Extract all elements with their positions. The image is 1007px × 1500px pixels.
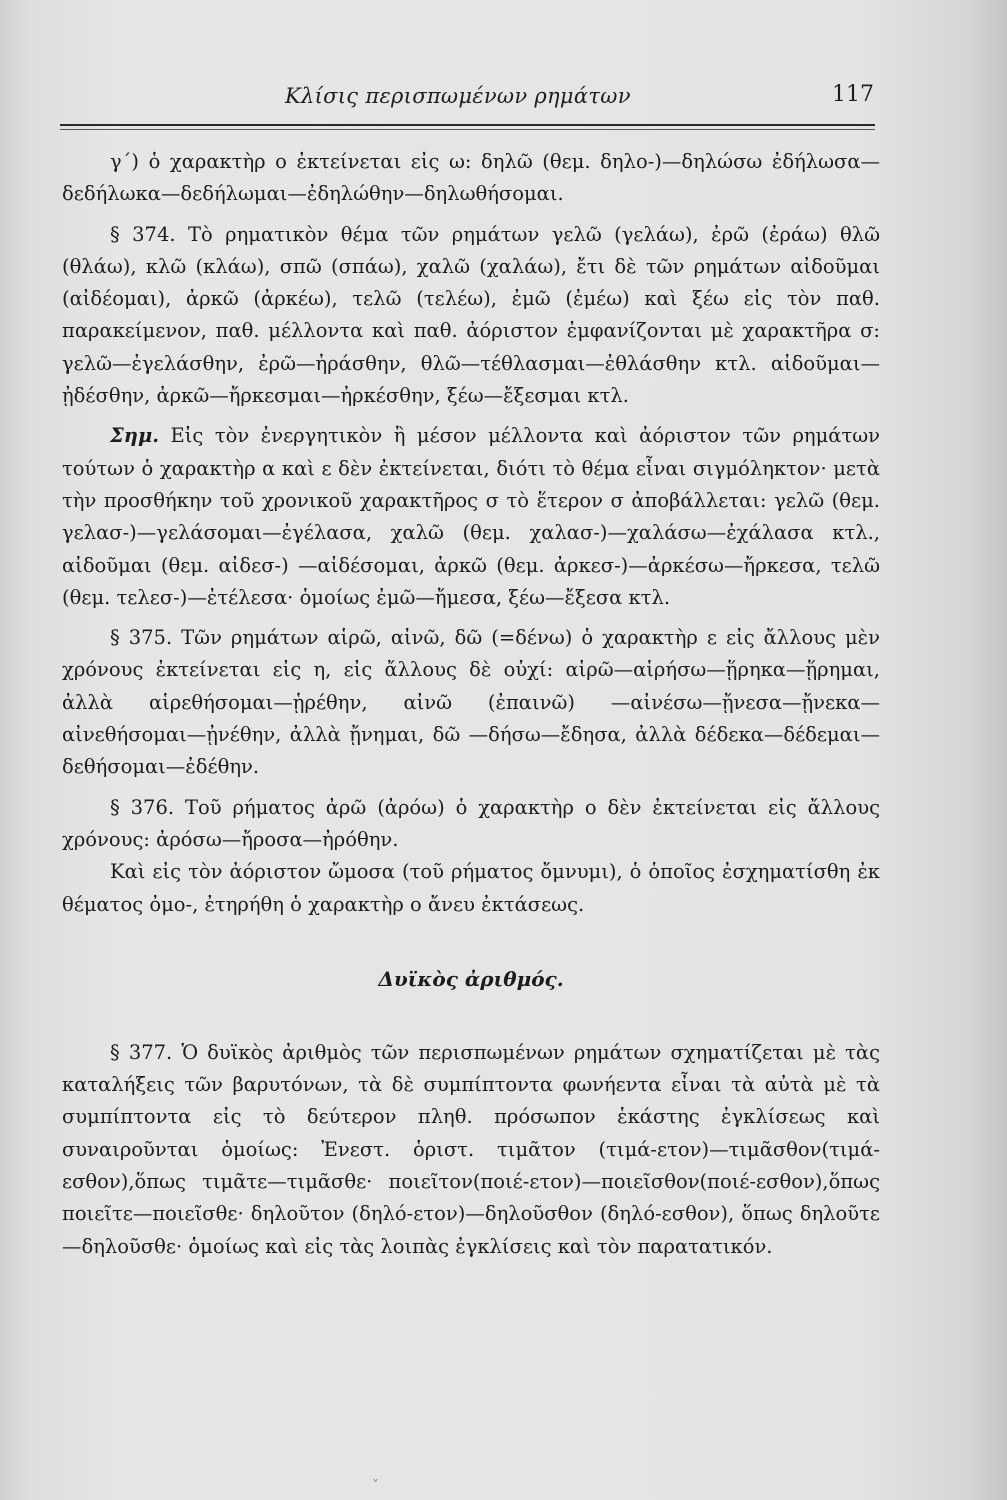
header-rule bbox=[60, 124, 875, 126]
paragraph-376: § 376. Τοῦ ρήματος ἀρῶ (ἀρόω) ὁ χαρακτὴρ ο δὲν ἐκτείνεται εἰς ἄλλους χρόνους: ἀρόσω—ἤροσα—ἠρόθην. bbox=[62, 795, 880, 851]
running-header bbox=[60, 82, 880, 122]
paragraph-omicron-lengthening: γ΄) ὁ χαρακτὴρ ο ἐκτείνεται εἰς ω: δηλῶ (θεμ. δηλο-)—δηλώσω ἐδήλωσα—δεδήλωκα—δεδήλωμαι—ἐδηλώθην—δηλωθήσομαι. bbox=[62, 150, 880, 206]
paragraph-note bbox=[62, 420, 880, 614]
paragraph-375: § 375. Τῶν ρημάτων αἱρῶ, αἰνῶ, δῶ (=δένω) ὁ χαρακτὴρ ε εἰς ἄλλους μὲν χρόνους ἐκτείνεται εἰς η, εἰς ἄλλους δὲ οὐχί: αἱρῶ—αἱρήσω—ᾕρηκα—ᾕρημαι, ἀλλὰ αἱρεθήσομαι—ᾑρέθην, αἰνῶ (ἐπαινῶ) —αἰνέσω—ᾔνεσα—ᾔνεκα—αἰνεθήσομαι—ᾐνέθην, ἀλλὰ ᾔνημαι, δῶ —δήσω—ἔδησα, ἀλλὰ δέδεκα—δέδεμαι—δεθήσομαι—ἐδέθην. bbox=[62, 626, 880, 779]
paragraph-aorist: Καὶ εἰς τὸν ἀόριστον ὤμοσα (τοῦ ρήματος ὄμνυμι), ὁ ὁποῖος ἐσχηματίσθη ἐκ θέματος ὀμο-, ἐτηρήθη ὁ χαρακτὴρ ο ἄνευ ἐκτάσεως. bbox=[62, 860, 880, 916]
note-text: Εἰς τὸν ἐνεργητικὸν ἢ μέσον μέλλοντα καὶ ἀόριστον τῶν ρημάτων τούτων ὁ χαρακτὴρ α καὶ ε δὲν ἐκτείνεται, διότι τὸ θέμα εἶναι σιγμόληκτον· μετὰ τὴν προσθήκην τοῦ χρονικοῦ χαρακτῆρος σ τὸ ἕτερον σ ἀποβάλλεται: γελῶ (θεμ. γελασ-)—γελάσομαι—ἐγέλασα, χαλῶ (θεμ. χαλασ-)—χαλάσω—ἐχάλασα κτλ., αἰδοῦμαι (θεμ. αἰδεσ-) —αἰδέσομαι, ἀρκῶ (θεμ. ἀρκεσ-)—ἀρκέσω—ἤρκεσα, τελῶ (θεμ. τελεσ-)—ἐτέλεσα· ὁμοίως ἐμῶ—ἤμεσα, ξέω—ἔξεσα κτλ. bbox=[62, 424, 880, 609]
paragraph-377: § 377. Ὁ δυϊκὸς ἀριθμὸς τῶν περισπωμένων ρημάτων σχηματίζεται μὲ τὰς καταλήξεις τῶν βαρυτόνων, τὰ δὲ συμπίπτοντα φωνήεντα εἶναι τὰ αὐτὰ μὲ τὰ συμπίπτοντα εἰς τὸ δεύτερον πληθ. πρόσωπον ἑκάστης ἐγκλίσεως καὶ συναιροῦνται ὁμοίως: Ἐνεστ. ὁριστ. τιμᾶτον (τιμά-ετον)—τιμᾶσθον(τιμά-εσθον),ὅπως τιμᾶτε—τιμᾶσθε· ποιεῖτον(ποιέ-ετον)—ποιεῖσθον(ποιέ-εσθον),ὅπως ποιεῖτε—ποιεῖσθε· δηλοῦτον (δηλό-ετον)—δηλοῦσθον (δηλό-εσθον), ὅπως δηλοῦτε—δηλοῦσθε· ὁμοίως καὶ εἰς τὰς λοιπὰς ἐγκλίσεις καὶ τὸν παρατατικόν. bbox=[62, 1040, 880, 1258]
running-title: Κλίσις περισπωμένων ρημάτων bbox=[285, 84, 631, 108]
note-label: Σημ. bbox=[110, 424, 160, 448]
header-rule-thin bbox=[60, 129, 875, 130]
page-number: 117 bbox=[832, 82, 874, 107]
page-body bbox=[62, 146, 880, 1263]
section-heading-dual: Δυϊκὸς ἀριθμός. bbox=[378, 966, 564, 991]
paragraph-374: § 374. Τὸ ρηματικὸν θέμα τῶν ρημάτων γελῶ (γελάω), ἐρῶ (ἐράω) θλῶ (θλάω), κλῶ (κλάω), σπῶ (σπάω), χαλῶ (χαλάω), ἔτι δὲ τῶν ρημάτων αἰδοῦμαι (αἰδέομαι), ἀρκῶ (ἀρκέω), τελῶ (τελέω), ἐμῶ (ἐμέω) καὶ ξέω εἰς τὸν παθ. παρακείμενον, παθ. μέλλοντα καὶ παθ. ἀόριστον ἐμφανίζονται μὲ χαρακτῆρα σ: γελῶ—ἐγελάσθην, ἐρῶ—ἠράσθην, θλῶ—τέθλασμαι—ἐθλάσθην κτλ. αἰδοῦμαι—ᾐδέσθην, ἀρκῶ—ἤρκεσμαι—ἠρκέσθην, ξέω—ἔξεσμαι κτλ. bbox=[62, 222, 880, 408]
print-mark: ˇ bbox=[372, 1478, 379, 1494]
